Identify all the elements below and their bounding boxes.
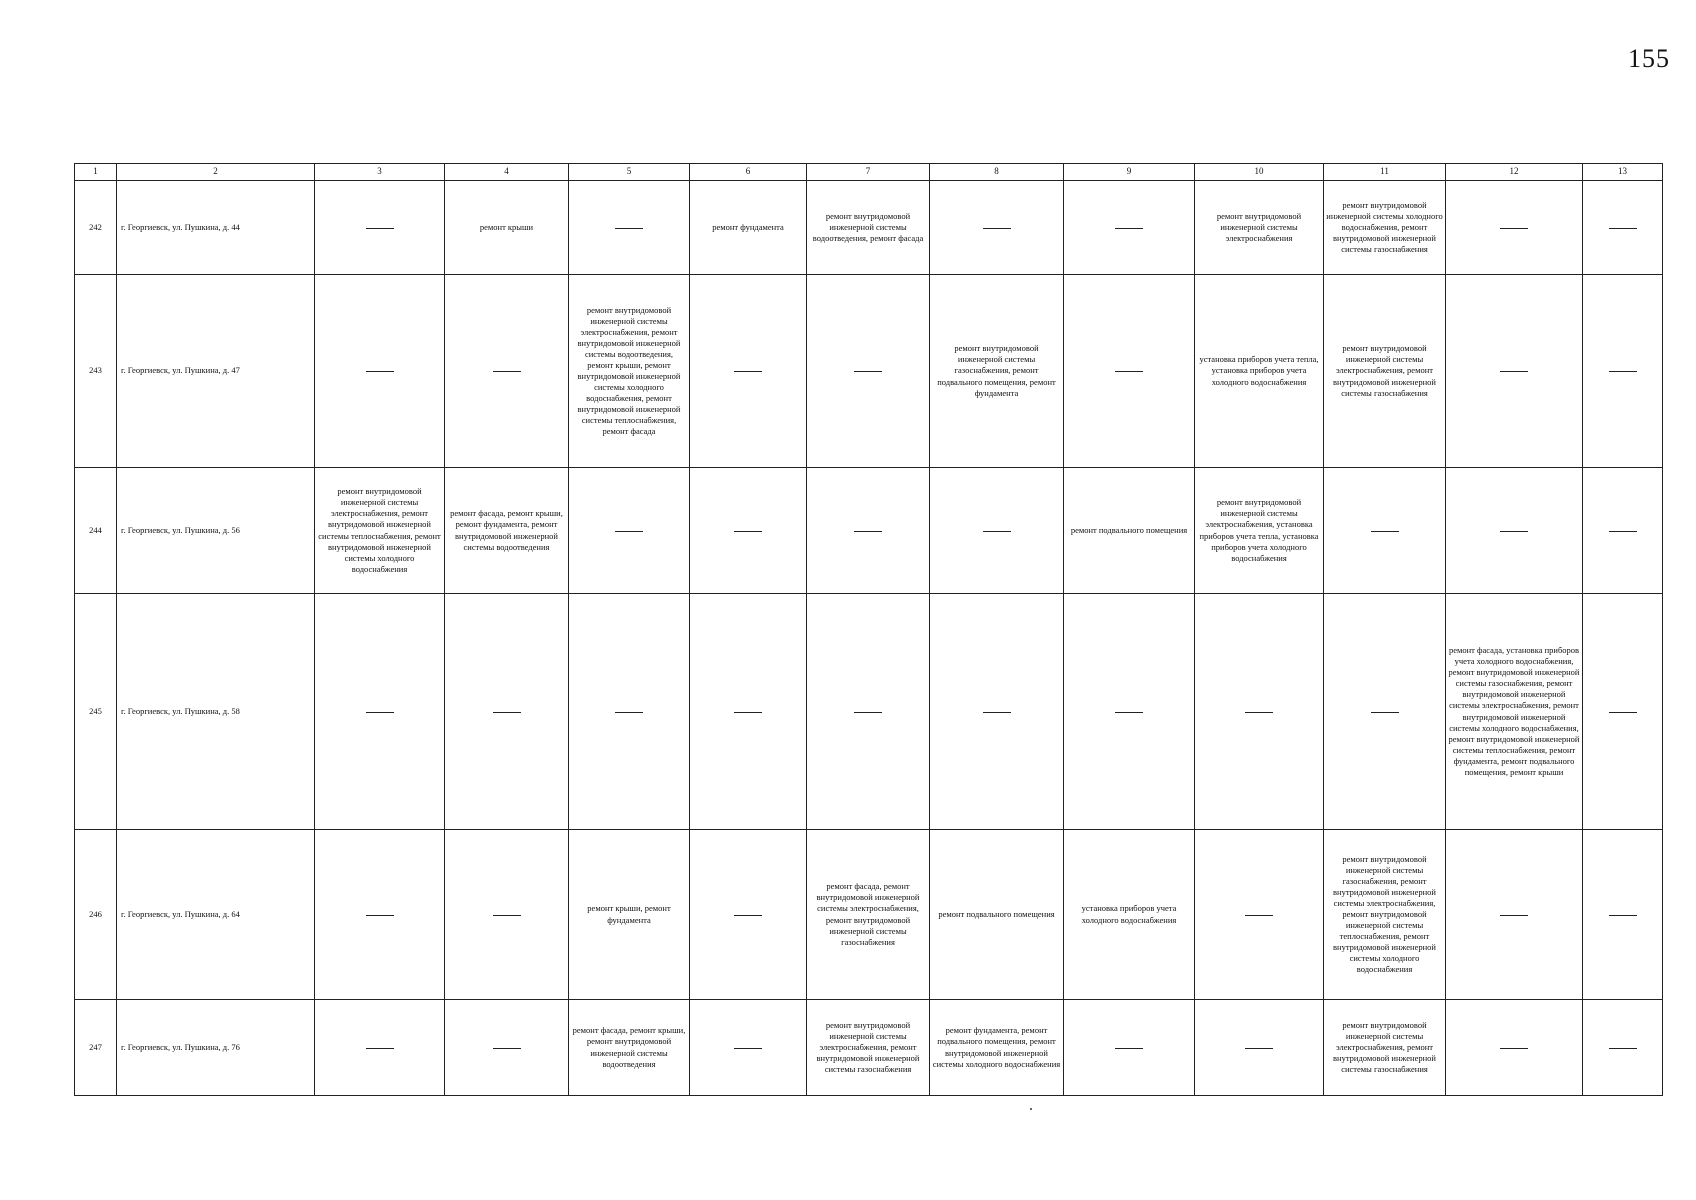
empty-dash-mark <box>854 371 882 372</box>
empty-dash-mark <box>1245 915 1273 916</box>
empty-dash-mark <box>734 531 762 532</box>
work-cell <box>1195 1000 1324 1096</box>
header-cell: 11 <box>1324 164 1446 181</box>
empty-dash-mark <box>366 915 394 916</box>
work-cell <box>569 275 690 468</box>
address-cell: г. Георгиевск, ул. Пушкина, д. 64 <box>117 830 315 1000</box>
work-cell <box>315 468 445 594</box>
work-cell <box>1583 830 1663 1000</box>
work-cell <box>1064 468 1195 594</box>
work-description: ремонт фасада, ремонт внутридомовой инженерной системы электроснабжения, ремонт внутридомовой инженерной системы газоснабжения <box>816 881 920 947</box>
empty-dash-mark <box>1245 712 1273 713</box>
work-cell <box>690 275 807 468</box>
empty-dash-mark <box>615 228 643 229</box>
work-cell <box>1446 594 1583 830</box>
header-cell: 7 <box>807 164 930 181</box>
header-cell: 12 <box>1446 164 1583 181</box>
work-cell <box>1324 830 1446 1000</box>
work-cell <box>1195 830 1324 1000</box>
work-cell <box>807 181 930 275</box>
table-row <box>75 181 1663 275</box>
work-cell <box>690 181 807 275</box>
row-number: 246 <box>75 830 117 1000</box>
work-cell <box>569 468 690 594</box>
work-description: ремонт внутридомовой инженерной системы водоотведения, ремонт фасада <box>812 210 924 244</box>
address-cell: г. Георгиевск, ул. Пушкина, д. 56 <box>117 468 315 594</box>
work-cell <box>315 830 445 1000</box>
page-number: 155 <box>1628 44 1670 73</box>
work-cell <box>690 1000 807 1096</box>
table-body <box>75 181 1663 1096</box>
work-cell <box>1446 468 1583 594</box>
header-cell: 13 <box>1583 164 1663 181</box>
empty-dash-mark <box>1115 712 1143 713</box>
work-cell <box>1195 275 1324 468</box>
work-cell <box>445 181 569 275</box>
header-cell: 10 <box>1195 164 1324 181</box>
address-cell: г. Георгиевск, ул. Пушкина, д. 58 <box>117 594 315 830</box>
header-cell: 5 <box>569 164 690 181</box>
empty-dash-mark <box>1609 915 1637 916</box>
work-cell <box>1324 1000 1446 1096</box>
work-cell <box>930 275 1064 468</box>
work-description: ремонт фундамента, ремонт подвального помещения, ремонт внутридомовой инженерной системы холодного водоснабжения <box>932 1025 1061 1069</box>
work-cell <box>445 1000 569 1096</box>
empty-dash-mark <box>366 371 394 372</box>
work-cell <box>930 1000 1064 1096</box>
work-description: ремонт подвального помещения <box>1070 524 1188 535</box>
work-description: установка приборов учета тепла, установка приборов учета холодного водоснабжения <box>1199 354 1319 387</box>
work-description: ремонт крыши <box>479 221 534 232</box>
work-description: ремонт внутридомовой инженерной системы электроснабжения, ремонт внутридомовой инженерной системы газоснабжения <box>816 1019 920 1075</box>
work-cell <box>315 594 445 830</box>
work-cell <box>1446 181 1583 275</box>
work-description: ремонт внутридомовой инженерной системы газоснабжения, ремонт подвального помещения, ремонт фундамента <box>937 343 1056 398</box>
row-number: 244 <box>75 468 117 594</box>
address-cell: г. Георгиевск, ул. Пушкина, д. 47 <box>117 275 315 468</box>
empty-dash-mark <box>1115 228 1143 229</box>
work-cell <box>445 594 569 830</box>
work-cell <box>569 181 690 275</box>
work-description: ремонт внутридомовой инженерной системы электроснабжения, ремонт внутридомовой инженерной системы теплоснабжения, ремонт внутридомовой инженерной системы холодного водоснабжения <box>318 486 441 574</box>
work-cell <box>1583 1000 1663 1096</box>
header-cell: 1 <box>75 164 117 181</box>
table-row <box>75 275 1663 468</box>
table-row <box>75 1000 1663 1096</box>
empty-dash-mark <box>615 531 643 532</box>
work-cell <box>690 468 807 594</box>
work-cell <box>569 594 690 830</box>
work-cell <box>1064 181 1195 275</box>
empty-dash-mark <box>1609 228 1637 229</box>
empty-dash-mark <box>493 371 521 372</box>
empty-dash-mark <box>854 712 882 713</box>
work-cell <box>1324 181 1446 275</box>
work-description: ремонт внутридомовой инженерной системы электроснабжения, ремонт внутридомовой инженерной системы водоотведения, ремонт крыши, ремонт внутридомовой инженерной системы холодного водоснабжения, ремонт внутридомовой инженерной системы теплоснабжения, ремонт фасада <box>577 304 681 437</box>
work-cell <box>1195 468 1324 594</box>
empty-dash-mark <box>1500 1048 1528 1049</box>
work-description: ремонт фасада, ремонт крыши, ремонт внутридомовой инженерной системы водоотведения <box>572 1025 686 1069</box>
work-cell <box>315 1000 445 1096</box>
address-cell: г. Георгиевск, ул. Пушкина, д. 76 <box>117 1000 315 1096</box>
empty-dash-mark <box>1609 371 1637 372</box>
empty-dash-mark <box>1115 1048 1143 1049</box>
work-description: установка приборов учета холодного водоснабжения <box>1081 903 1177 925</box>
row-number: 243 <box>75 275 117 468</box>
empty-dash-mark <box>1500 228 1528 229</box>
work-cell <box>1064 830 1195 1000</box>
table-row <box>75 468 1663 594</box>
work-cell <box>1195 181 1324 275</box>
empty-dash-mark <box>983 531 1011 532</box>
header-cell: 2 <box>117 164 315 181</box>
work-cell <box>315 181 445 275</box>
work-cell <box>1064 1000 1195 1096</box>
row-number: 242 <box>75 181 117 275</box>
work-cell <box>1446 1000 1583 1096</box>
empty-dash-mark <box>615 712 643 713</box>
empty-dash-mark <box>734 915 762 916</box>
work-cell <box>1324 594 1446 830</box>
empty-dash-mark <box>1609 1048 1637 1049</box>
empty-dash-mark <box>983 228 1011 229</box>
header-row <box>75 164 1663 181</box>
empty-dash-mark <box>734 1048 762 1049</box>
empty-dash-mark <box>1371 712 1399 713</box>
empty-dash-mark <box>1500 531 1528 532</box>
work-description: ремонт фасада, установка приборов учета холодного водоснабжения, ремонт внутридомовой инженерной системы газоснабжения, ремонт внутридомовой инженерной системы электроснабжения, ремонт внутридомовой инженерной системы холодного водоснабжения, ремонт внутридомовой инженерной системы теплоснабжения, ремонт фундамента, ремонт подвального помещения, ремонт крыши <box>1448 645 1580 777</box>
work-cell <box>807 275 930 468</box>
work-description: ремонт внутридомовой инженерной системы электроснабжения, ремонт внутридомовой инженерной системы газоснабжения <box>1333 1019 1436 1075</box>
header-cell: 8 <box>930 164 1064 181</box>
address-cell: г. Георгиевск, ул. Пушкина, д. 44 <box>117 181 315 275</box>
work-cell <box>807 468 930 594</box>
work-cell <box>1324 468 1446 594</box>
work-cell <box>569 830 690 1000</box>
header-cell: 3 <box>315 164 445 181</box>
work-description: ремонт крыши, ремонт фундамента <box>587 903 671 925</box>
empty-dash-mark <box>366 1048 394 1049</box>
empty-dash-mark <box>1609 531 1637 532</box>
work-cell <box>690 830 807 1000</box>
work-cell <box>930 181 1064 275</box>
work-cell <box>445 830 569 1000</box>
work-description: ремонт подвального помещения <box>938 908 1055 919</box>
work-cell <box>690 594 807 830</box>
empty-dash-mark <box>734 712 762 713</box>
empty-dash-mark <box>493 1048 521 1049</box>
empty-dash-mark <box>1115 371 1143 372</box>
empty-dash-mark <box>1500 371 1528 372</box>
work-cell <box>1064 275 1195 468</box>
empty-dash-mark <box>493 915 521 916</box>
empty-dash-mark <box>366 712 394 713</box>
work-cell <box>930 594 1064 830</box>
empty-dash-mark <box>854 531 882 532</box>
work-description: ремонт внутридомовой инженерной системы электроснабжения, ремонт внутридомовой инженерной системы газоснабжения <box>1333 343 1436 398</box>
capital-repair-table <box>74 163 1663 1096</box>
work-cell <box>1446 830 1583 1000</box>
work-description: ремонт фасада, ремонт крыши, ремонт фундамента, ремонт внутридомовой инженерной системы водоотведения <box>450 508 563 552</box>
work-cell <box>807 830 930 1000</box>
work-cell <box>1195 594 1324 830</box>
empty-dash-mark <box>1609 712 1637 713</box>
work-cell <box>1064 594 1195 830</box>
empty-dash-mark <box>983 712 1011 713</box>
work-description: ремонт внутридомовой инженерной системы газоснабжения, ремонт внутридомовой инженерной системы электроснабжения, ремонт внутридомовой инженерной системы теплоснабжения, ремонт внутридомовой инженерной системы холодного водоснабжения <box>1333 853 1436 975</box>
row-number: 247 <box>75 1000 117 1096</box>
table-row <box>75 830 1663 1000</box>
work-cell <box>1583 468 1663 594</box>
empty-dash-mark <box>1371 531 1399 532</box>
work-cell <box>807 1000 930 1096</box>
work-cell <box>807 594 930 830</box>
work-cell <box>930 830 1064 1000</box>
work-cell <box>445 275 569 468</box>
scan-speck <box>1030 1108 1032 1110</box>
work-cell <box>1446 275 1583 468</box>
empty-dash-mark <box>493 712 521 713</box>
header-cell: 4 <box>445 164 569 181</box>
work-description: ремонт внутридомовой инженерной системы электроснабжения, установка приборов учета тепла, установка приборов учета холодного водоснабжения <box>1199 497 1319 563</box>
work-description: ремонт внутридомовой инженерной системы электроснабжения <box>1216 210 1302 244</box>
empty-dash-mark <box>1500 915 1528 916</box>
empty-dash-mark <box>734 371 762 372</box>
empty-dash-mark <box>1245 1048 1273 1049</box>
header-cell: 9 <box>1064 164 1195 181</box>
work-cell <box>1583 181 1663 275</box>
work-cell <box>1583 275 1663 468</box>
work-cell <box>315 275 445 468</box>
work-cell <box>445 468 569 594</box>
work-cell <box>930 468 1064 594</box>
work-description: ремонт внутридомовой инженерной системы холодного водоснабжения, ремонт внутридомовой инженерной системы газоснабжения <box>1326 199 1443 255</box>
work-cell <box>1324 275 1446 468</box>
header-cell: 6 <box>690 164 807 181</box>
table-row <box>75 594 1663 830</box>
work-description: ремонт фундамента <box>712 221 784 232</box>
row-number: 245 <box>75 594 117 830</box>
work-cell <box>1583 594 1663 830</box>
work-cell <box>569 1000 690 1096</box>
empty-dash-mark <box>366 228 394 229</box>
